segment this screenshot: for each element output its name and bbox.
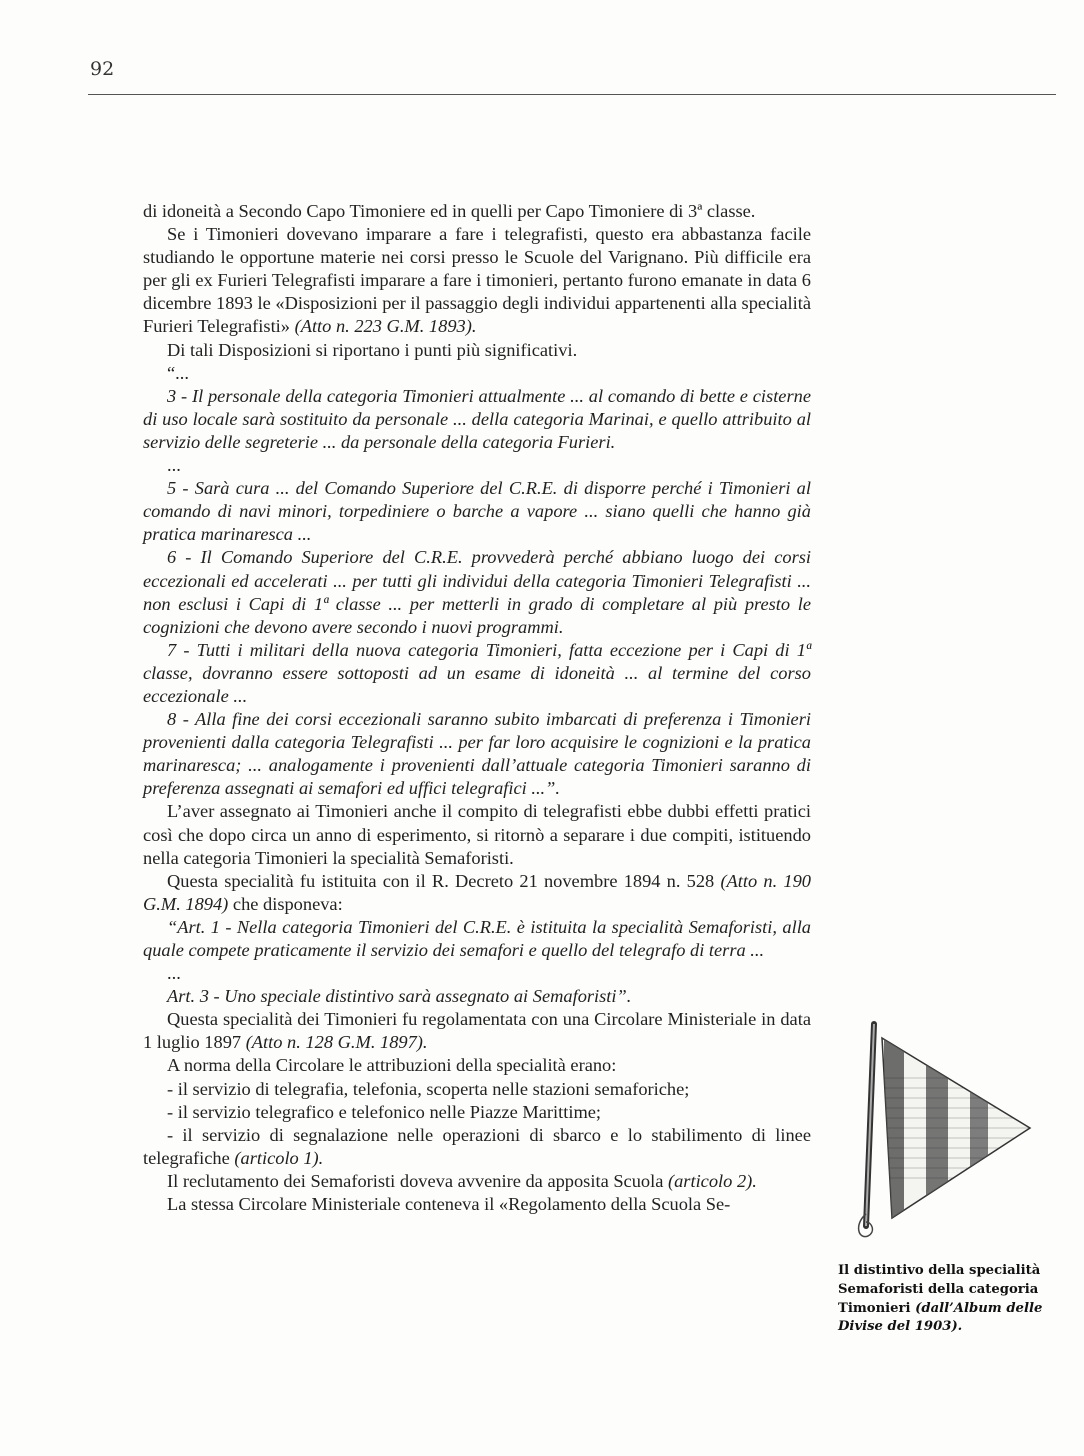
italic-run: (Atto n. 128 G.M. 1897). xyxy=(245,1032,428,1053)
header-rule xyxy=(88,94,1056,95)
paragraph xyxy=(143,385,811,454)
paragraph xyxy=(143,1170,811,1193)
italic-run: (articolo 1). xyxy=(234,1147,324,1168)
text-run: - il servizio di telegrafia, telefonia, scoperta nelle stazioni semaforiche; xyxy=(167,1078,690,1099)
text-run: 7 - Tutti i militari della nuova categoria Timonieri, fatta eccezione per i Capi di 1ª classe, dovranno essere sottoposti ad un esame di idoneità ... al termine del corso eccezionale ... xyxy=(143,639,811,706)
figure-caption xyxy=(838,1262,1063,1337)
text-run: ... xyxy=(167,963,181,984)
text-run: Il reclutamento dei Semaforisti doveva avvenire da apposita Scuola xyxy=(167,1170,668,1191)
body-text xyxy=(143,200,811,1216)
paragraph xyxy=(143,362,811,385)
paragraph xyxy=(143,1101,811,1124)
text-run: L’aver assegnato ai Timonieri anche il compito di telegrafisti ebbe dubbi effetti pratici così che dopo circa un anno di esperimento, si ritornò a separare i due compiti, istituendo nella categoria Timonieri la specialità Semaforisti. xyxy=(143,801,811,868)
italic-run: (Atto n. 223 G.M. 1893). xyxy=(294,316,477,337)
text-run: Se i Timonieri dovevano imparare a fare i telegrafisti, questo era abbastanza facile studiando le opportune materie nei corsi presso le Scuole del Varignano. Più difficile era per gli ex Furieri Telegrafisti imparare a fare i timonieri, pertanto furono emanate in data 6 dicembre 1893 le «Disposizioni per il passaggio degli individui appartenenti alla specialità Furieri Telegrafisti» xyxy=(143,224,811,337)
caption-italic-run: (dall’Album delle Divise del 1903). xyxy=(838,1300,1043,1335)
text-run: Art. 3 - Uno speciale distintivo sarà assegnato ai Semaforisti”. xyxy=(167,986,632,1007)
paragraph xyxy=(143,639,811,708)
pennant-illustration xyxy=(838,1018,1066,1248)
text-run: che disponeva: xyxy=(228,893,343,914)
paragraph xyxy=(143,985,811,1008)
caption-run: Il distintivo della specialità Semaforisti della categoria Timonieri xyxy=(838,1263,1041,1316)
text-run: Questa specialità fu istituita con il R. Decreto 21 novembre 1894 n. 528 xyxy=(167,870,721,891)
paragraph xyxy=(143,870,811,916)
paragraph xyxy=(143,477,811,546)
paragraph xyxy=(143,454,811,477)
paragraph xyxy=(143,1078,811,1101)
paragraph xyxy=(143,223,811,338)
text-run: 5 - Sarà cura ... del Comando Superiore del C.R.E. di disporre perché i Timonieri al comando di navi minori, torpediniere o barche a vapore ... siano quelli che hanno già pratica marinaresca ... xyxy=(143,478,811,545)
text-run: - il servizio telegrafico e telefonico nelle Piazze Marittime; xyxy=(167,1101,602,1122)
text-run: 3 - Il personale della categoria Timonieri attualmente ... al comando di bette e cisterne di uso locale sarà sostituito da personale ... della categoria Marinai, e quello attribuito al servizio delle segreterie ... da personale della categoria Furieri. xyxy=(143,385,811,452)
italic-run: (Atto n. 190 G.M. 1894) xyxy=(143,870,811,914)
text-run: “Art. 1 - Nella categoria Timonieri del C.R.E. è istituita la specialità Semaforisti, alla quale compete praticamente il servizio dei semafori e quello del telegrafo di terra ... xyxy=(143,916,811,960)
text-run: di idoneità a Secondo Capo Timoniere ed in quelli per Capo Timoniere di 3ª classe. xyxy=(143,201,756,221)
paragraph xyxy=(143,1054,811,1077)
paragraph xyxy=(143,200,811,223)
paragraph xyxy=(143,708,811,800)
text-run: Questa specialità dei Timonieri fu regolamentata con una Circolare Ministeriale in data 1 luglio 1897 xyxy=(143,1009,811,1053)
paragraph xyxy=(143,1124,811,1170)
text-run: - il servizio di segnalazione nelle operazioni di sbarco e lo stabilimento di linee telegrafiche xyxy=(143,1124,811,1168)
text-run: 8 - Alla fine dei corsi eccezionali saranno subito imbarcati di preferenza i Timonieri provenienti dalla categoria Telegrafisti ... per far loro acquisire le cognizioni e la pratica marinaresca; ... analogamente i provenienti dall’attuale categoria Timonieri saranno di preferenza assegnati ai semafori ed uffici telegrafici ...”. xyxy=(143,709,811,799)
paragraph xyxy=(143,546,811,638)
text-run: La stessa Circolare Ministeriale conteneva il «Regolamento della Scuola Se- xyxy=(167,1194,731,1215)
text-run: “... xyxy=(167,362,189,383)
text-run: ... xyxy=(167,455,181,476)
paragraph xyxy=(143,916,811,962)
paragraph xyxy=(143,962,811,985)
italic-run: (articolo 2). xyxy=(667,1170,757,1191)
text-run: A norma della Circolare le attribuzioni della specialità erano: xyxy=(167,1055,617,1076)
text-run: 6 - Il Comando Superiore del C.R.E. provvederà perché abbiano luogo dei corsi eccezionali ed accelerati ... per tutti gli individui della categoria Timonieri Telegrafisti ... non esclusi i Capi di 1ª classe ... per metterli in grado di completare al più presto le cognizioni che devono avere secondo i nuovi programmi. xyxy=(143,547,811,637)
paragraph xyxy=(143,339,811,362)
paragraph xyxy=(143,1193,811,1216)
paragraph xyxy=(143,1008,811,1054)
paragraph xyxy=(143,800,811,869)
page-number: 92 xyxy=(90,58,115,80)
text-run: Di tali Disposizioni si riportano i punti più significativi. xyxy=(167,339,578,360)
pennant-flag-icon xyxy=(838,1018,1066,1248)
